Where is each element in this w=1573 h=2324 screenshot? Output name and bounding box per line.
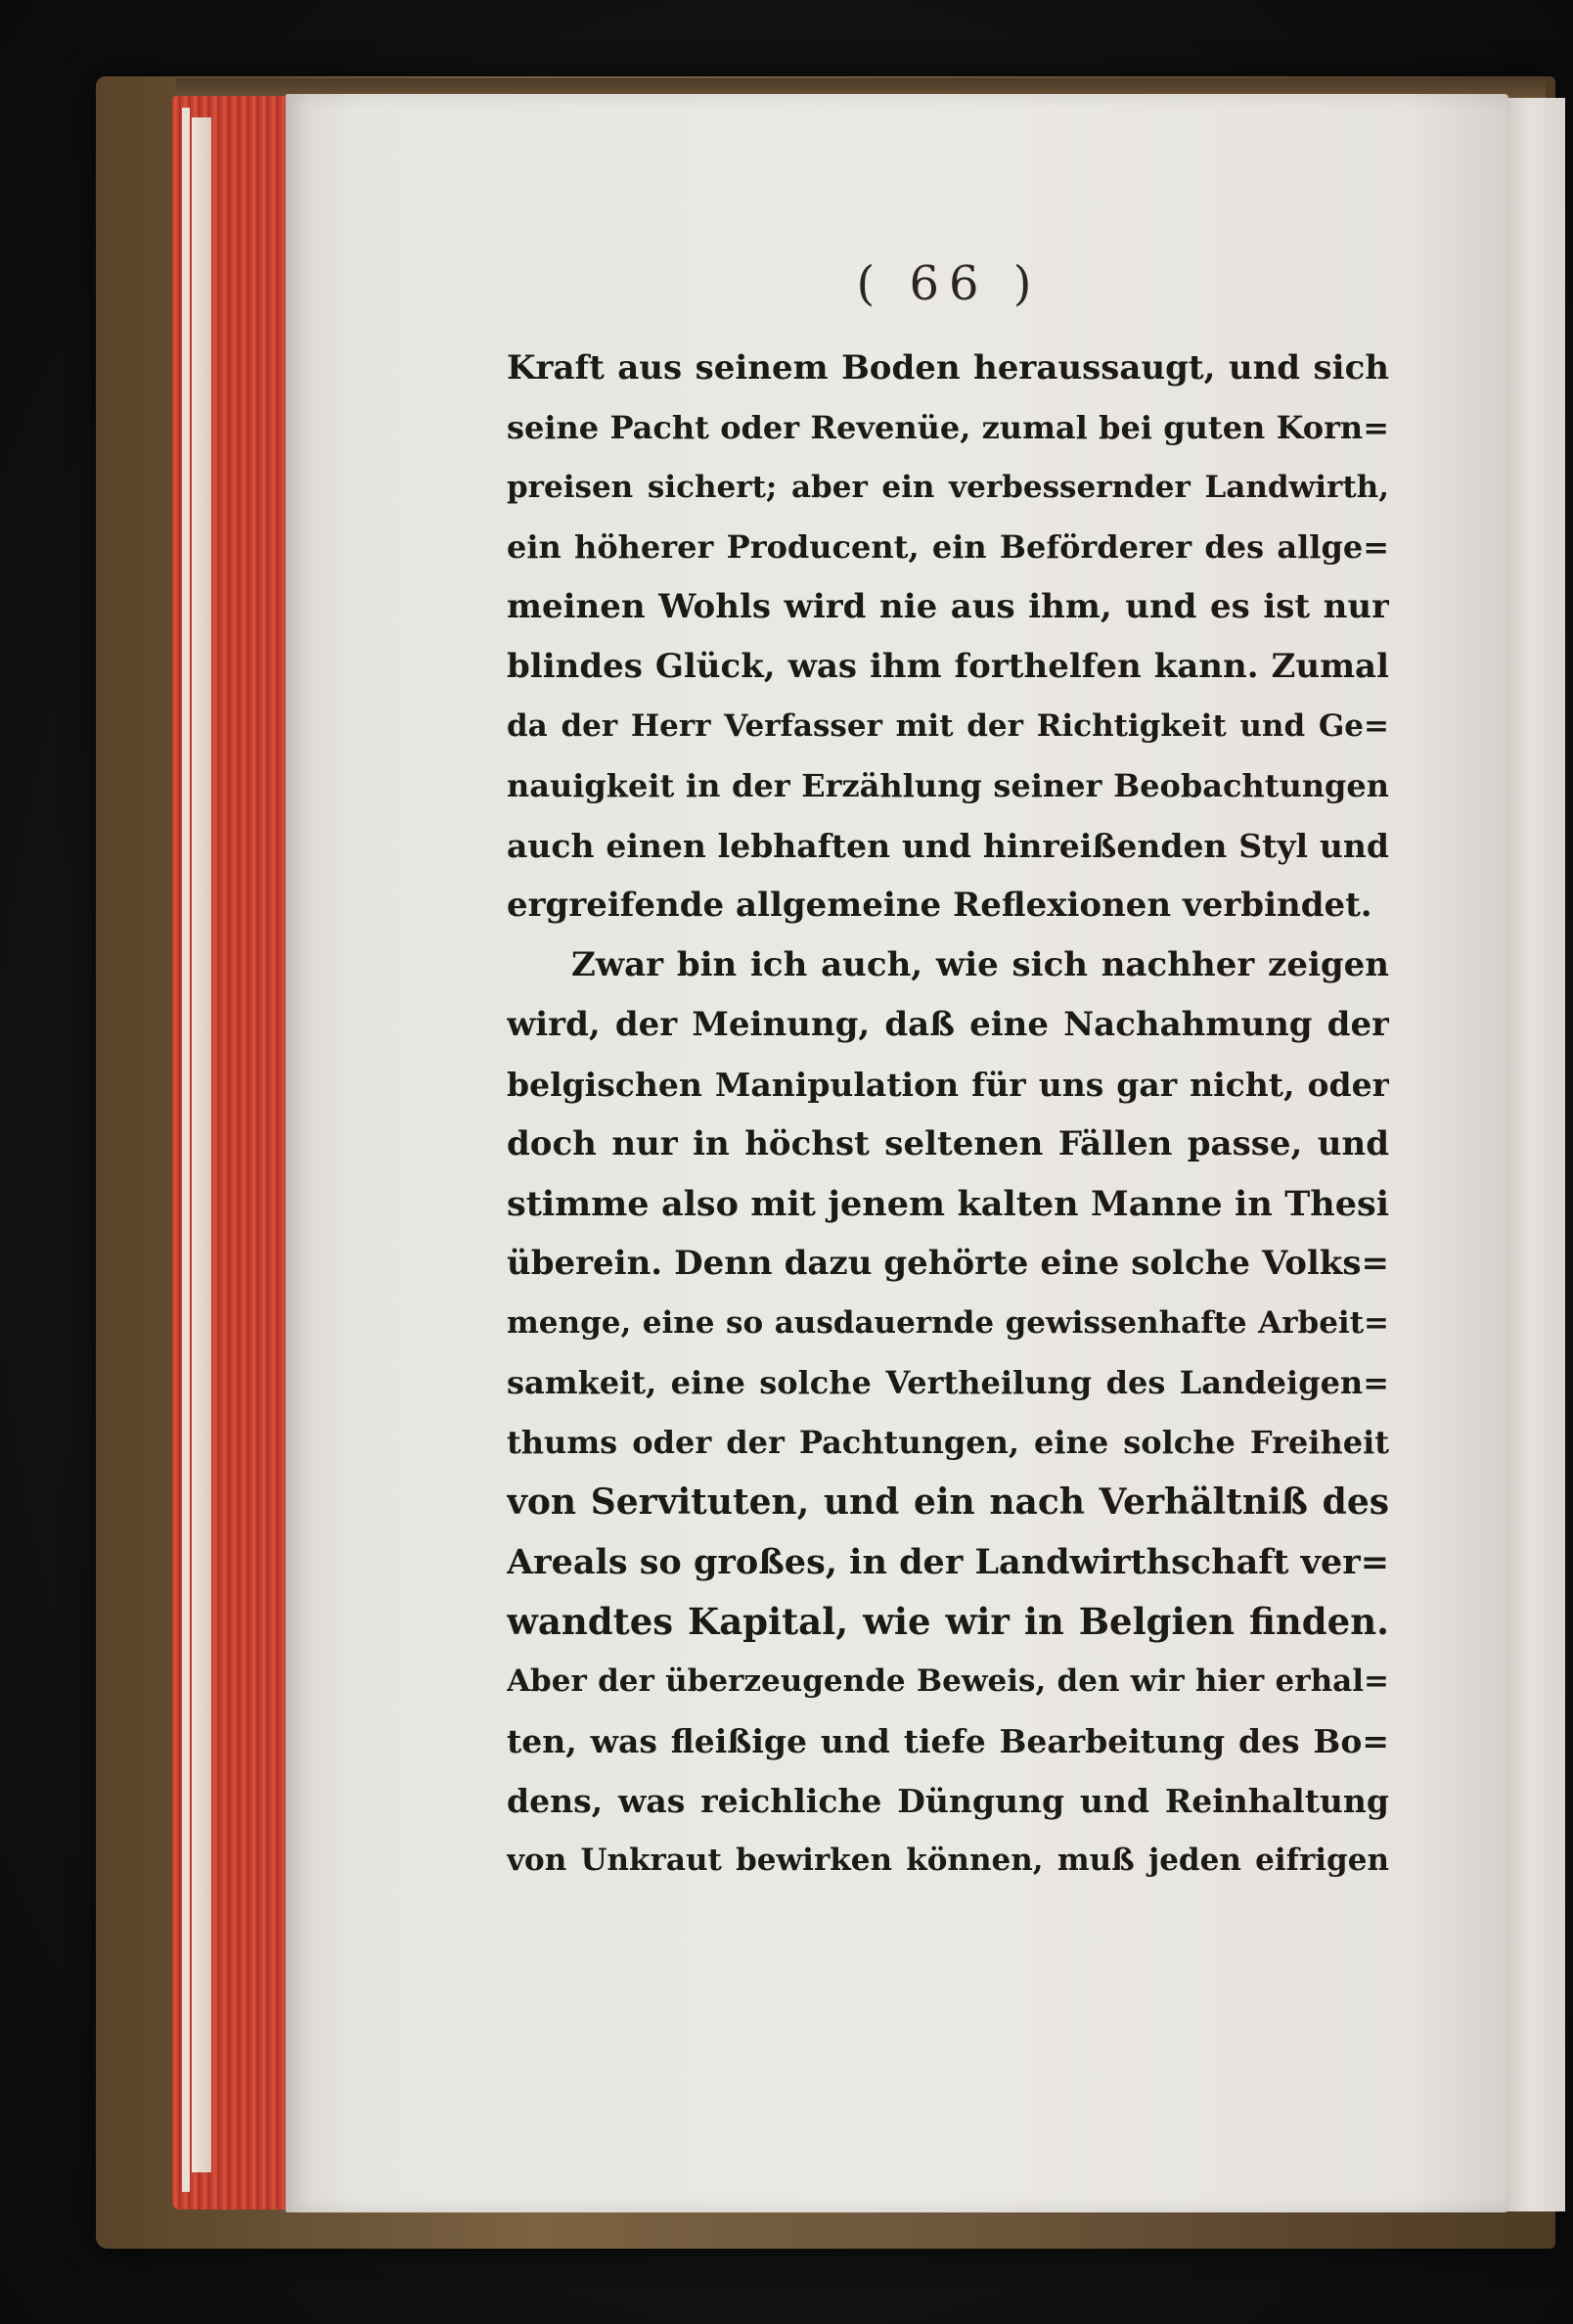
text-line: Aber der überzeugende Beweis, den wir hier erhal=: [507, 1663, 1389, 1699]
red-page-edges: [172, 96, 295, 2210]
text-line: auch einen lebhaften und hinreißenden Styl und: [507, 827, 1389, 865]
text-line: überein. Denn dazu gehörte eine solche Volks=: [507, 1244, 1389, 1283]
text-line: da der Herr Verfasser mit der Richtigkeit und Ge=: [507, 708, 1389, 744]
text-line: von Servituten, und ein nach Verhältniß des: [507, 1481, 1389, 1523]
paragraph-2: [507, 935, 1389, 1891]
text-line: samkeit, eine solche Vertheilung des Landeigen=: [507, 1364, 1389, 1401]
paragraph-1: [507, 339, 1389, 935]
text-line: ein höherer Producent, ein Beförderer des allge=: [507, 528, 1389, 566]
facing-page-edge: [1506, 98, 1565, 2211]
text-line: Kraft aus seinem Boden heraussaugt, und sich: [507, 348, 1389, 387]
text-line: dens, was reichliche Düngung und Reinhaltung: [507, 1782, 1389, 1820]
page-edge-light-strip: [192, 117, 211, 2172]
text-line: von Unkraut bewirken können, muß jeden eifrigen: [507, 1843, 1389, 1878]
text-line: Zwar bin ich auch, wie sich nachher zeigen: [571, 945, 1389, 984]
text-line: preisen sichert; aber ein verbessernder Landwirth,: [507, 470, 1389, 505]
text-line: nauigkeit in der Erzählung seiner Beobachtungen: [507, 767, 1389, 804]
text-line: ten, was fleißige und tiefe Bearbeitung des Bo=: [507, 1722, 1389, 1760]
text-line: wird, der Meinung, daß eine Nachahmung der: [507, 1005, 1389, 1044]
text-line: doch nur in höchst seltenen Fällen passe, und: [507, 1124, 1389, 1163]
page-text: [507, 339, 1389, 1891]
text-line: stimme also mit jenem kalten Manne in Thesi: [507, 1184, 1389, 1224]
text-line: blindes Glück, was ihm forthelfen kann. Zumal: [507, 647, 1389, 686]
page-edge-cream-strip: [182, 108, 190, 2192]
text-line: meinen Wohls wird nie aus ihm, und es ist nur: [507, 587, 1389, 626]
text-line: wandtes Kapital, wie wir in Belgien finden.: [507, 1600, 1389, 1643]
text-line: ergreifende allgemeine Reflexionen verbindet.: [507, 886, 1372, 925]
text-line: menge, eine so ausdauernde gewissenhafte Arbeit=: [507, 1305, 1389, 1341]
page-number: ( 66 ): [856, 256, 1042, 311]
text-line: Areals so großes, in der Landwirthschaft ver=: [507, 1542, 1389, 1582]
text-line: belgischen Manipulation für uns gar nicht, oder: [507, 1066, 1389, 1104]
text-line: seine Pacht oder Revenüe, zumal bei guten Korn=: [507, 409, 1389, 446]
text-line: thums oder der Pachtungen, eine solche Freiheit: [507, 1424, 1389, 1461]
